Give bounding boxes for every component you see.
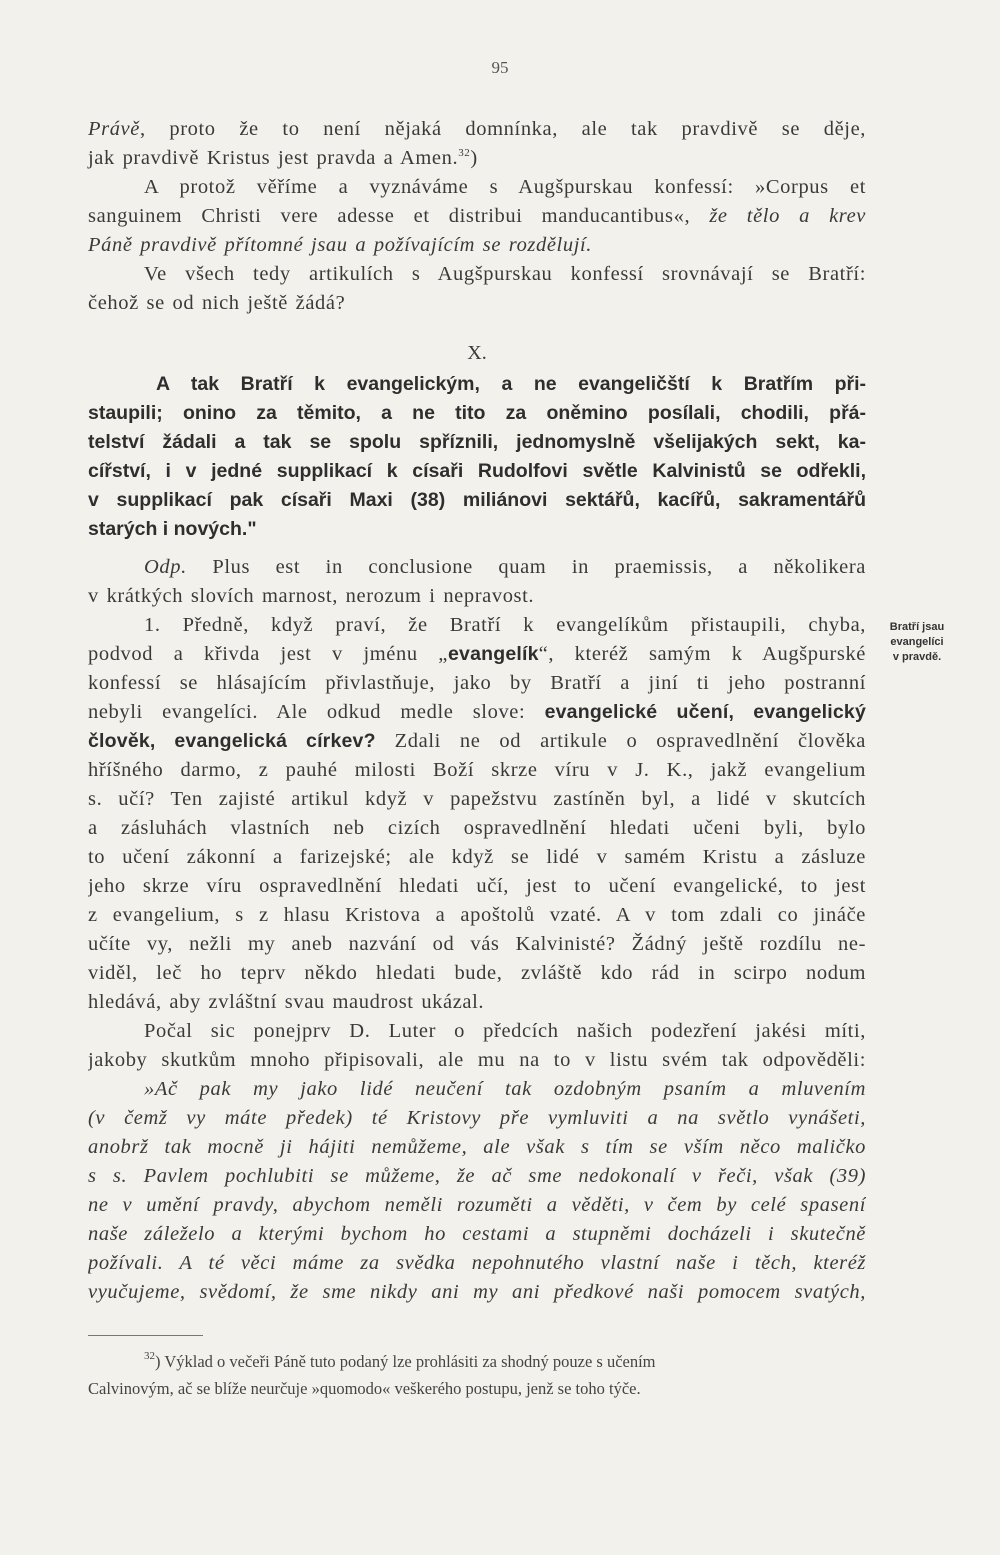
text-line: konfessí se hlásajícím přivlastňuje, jako by Bratří a jiní ti jeho postranní <box>88 672 866 694</box>
text-line: to učení zákonní a farizejské; ale když se lidé v samém Kristu a zásluze <box>88 846 866 868</box>
page-number: 95 <box>491 58 509 77</box>
text-line: Právě, proto že to není nějaká domnínka, ale tak pravdivě se děje, <box>88 118 866 140</box>
text-line: ne v umění pravdy, abychom neměli rozuměti a věděti, v čem by celé spasení <box>88 1194 866 1216</box>
margin-note <box>872 620 962 665</box>
quote-line: v supplikací pak císaři Maxi (38) miliánovi sektářů, kacířů, sakramentářů <box>88 489 866 511</box>
text-line: jak pravdivě Kristus jest pravda a Amen.$^{32}$) <box>88 147 478 169</box>
text-line: jeho skrze víru ospravedlnění hledati učí, jest to učení evangelické, to jest <box>88 875 866 897</box>
text-line: učíte vy, nežli my aneb nazvání od vás Kalvinisté? Žádný ještě rozdílu ne- <box>88 933 866 955</box>
text-line: v krátkých slovích marnost, nerozum i nepravost. <box>88 585 535 607</box>
quote-line: telství žádali a tak se spolu spříznili, jednomyslně všelijakých sekt, ka- <box>88 431 866 453</box>
margin-note-line: evangelíci <box>890 636 944 648</box>
text-line: (v čemž vy máte předek) té Kristovy pře vymluviti a na světlo vynášeti, <box>88 1107 866 1129</box>
text-line: nebyli evangelíci. Ale odkud medle slove: evangelické učení, evangelický <box>88 701 866 723</box>
opening-paragraphs <box>88 115 866 318</box>
text-line: z evangelium, s z hlasu Kristova a apoštolů vzaté. A v tom zdali co jináče <box>88 904 866 926</box>
text-line: viděl, leč ho teprv někdo hledati bude, zvláště kdo rád in scirpo nodum <box>88 962 866 984</box>
quote-line: starých i nových." <box>88 518 257 540</box>
text-line: člověk, evangelická církev? Zdali ne od artikule o ospravedlnění člověka <box>88 730 866 752</box>
text-line: anobrž tak mocně ji hájiti nemůžeme, ale však s tím se vším něco maličko <box>88 1136 866 1158</box>
text-line: »Ač pak my jako lidé neučení tak ozdobným psaním a mluvením <box>144 1078 866 1100</box>
footnote-line: $^{32}$) Výklad o večeři Páně tuto podaný lze prohlásiti za shodný pouze s učením <box>144 1350 656 1371</box>
text-line: vyučujeme, svědomí, že sme nikdy ani my ani předkové naši pomocem svatých, <box>88 1281 866 1303</box>
text-line: s s. Pavlem pochlubiti se můžeme, že ač sme nedokonalí v řeči, však (39) <box>88 1165 866 1187</box>
text-line: Počal sic ponejprv D. Luter o předcích našich podezření jakési míti, <box>144 1020 866 1042</box>
text-line: Ve všech tedy artikulích s Augšpurskau konfessí srovnávají se Bratří: <box>144 263 866 285</box>
margin-note-line: v pravdě. <box>892 651 942 663</box>
text-line: jakoby skutkům mnoho připisovali, ale mu na to v listu svém tak odpověděli: <box>88 1049 866 1071</box>
text-line: hledává, aby zvláštní svau maudrost ukázal. <box>88 991 485 1013</box>
text-line: Páně pravdivě přítomné jsau a požívajícím se rozdělují. <box>88 234 593 256</box>
text-line: s. učí? Ten zajisté artikul když v papežstvu zastíněn byl, a lidé v skutcích <box>88 788 866 810</box>
text-line: hříšného darmo, z pauhé milosti Boží skrze víru v J. K., jakž evangelium <box>88 759 866 781</box>
text-line: sanguinem Christi vere adesse et distribui manducantibus«, že tělo a krev <box>88 205 866 227</box>
quote-line: cířství, i v jedné supplikací k císaři Rudolfovi světle Kalvinistů se odřekli, <box>88 460 866 482</box>
text-line: podvod a křivda jest v jménu „evangelík“, kteréž samým k Augšpurské <box>88 643 866 665</box>
main-text <box>88 553 866 1307</box>
margin-note-line: Bratří jsau <box>889 621 945 633</box>
text-line: A protož věříme a vyznáváme s Augšpurskau konfessí: »Corpus et <box>144 176 866 198</box>
text-line: naše záleželo a kterými bychom ho cestami a stupněmi docházeli i skutečně <box>88 1223 866 1245</box>
footnote-line: Calvinovým, ač se blíže neurčuje »quomodo« veškerého postupu, jenž se toho týče. <box>88 1379 641 1398</box>
quote-line: A tak Bratří k evangelickým, a ne evangeličští k Bratřím při- <box>156 373 866 395</box>
footnote-rule <box>88 1335 203 1336</box>
text-line: a zásluhách vlastních neb cizích ospravedlnění hledati učeni byli, bylo <box>88 817 866 839</box>
text-line: čehož se od nich ještě žádá? <box>88 292 346 314</box>
text-line: požívali. A té věci máme za svědka nepohnutého vlastní naše i těch, kteréž <box>88 1252 866 1274</box>
section-number: X. <box>467 342 487 364</box>
footnote <box>88 1348 866 1402</box>
text-line: 1. Předně, když praví, že Bratří k evangelíkům přistaupili, chyba, <box>144 614 866 636</box>
text-line: Odp. Plus est in conclusione quam in praemissis, a několikera <box>144 556 866 578</box>
quoted-accusation <box>88 370 866 544</box>
quote-line: staupili; onino za těmito, a ne tito za oněmino posílali, chodili, přá- <box>88 402 866 424</box>
